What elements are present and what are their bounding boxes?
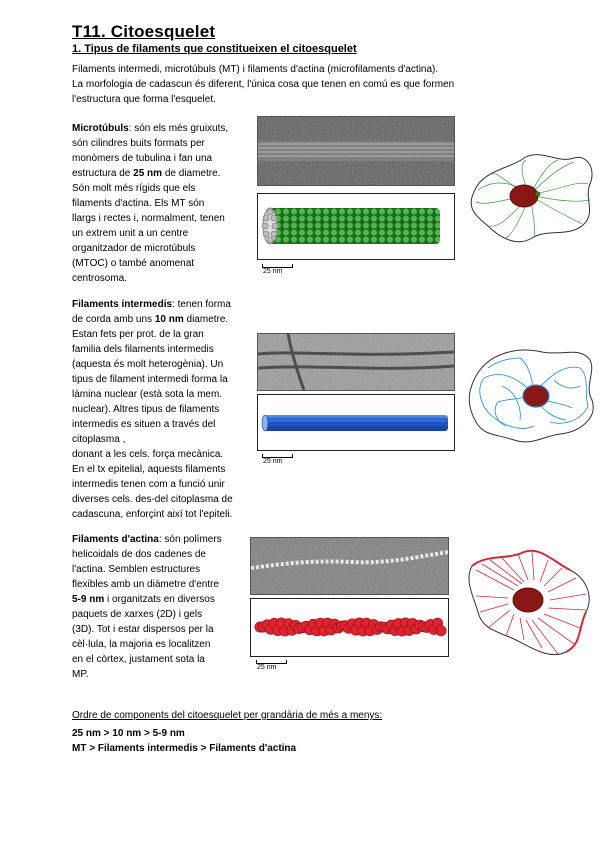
section-subtitle: 1. Tipus de filaments que constitueixen el citoesquelet bbox=[72, 43, 357, 55]
intro-line: La morfologia de cadascun és diferent, l'única cosa que tenen en comú es que formen bbox=[72, 79, 455, 90]
intermediate-filament-model bbox=[257, 394, 455, 451]
actin-cell-diagram bbox=[462, 540, 598, 671]
actin-term: Filaments d'actina bbox=[72, 534, 159, 545]
microtubules-text: Microtúbuls: són els més gruixuts, són cilindres buits formats per monòmers de tubulina i fan una estructura de 25 nm de diametre. Són molt més rígids que els filaments d'actina. Els MT són llargs i rectes i, normalment, tenen un extrem unit a un centre organitzador de microtúbuls (MTOC) o també anomenat centrosoma. bbox=[72, 123, 229, 284]
microtubules-term: Microtúbuls bbox=[72, 123, 129, 134]
microtubule-model bbox=[257, 193, 455, 260]
intro-paragraph bbox=[72, 62, 532, 107]
scale-label: 25 nm bbox=[263, 268, 283, 275]
intermediate-filaments-text: Filaments intermedis: tenen forma de corda amb uns 10 nm diametre. Estan fets per prot. de la gran familia dels filaments intermedis (aquesta és molt heterogènia). Un tipus de filament intermedi forma la làmina nuclear (està sota la mem. nuclear). Altres tipus de filaments intermedis es situen a través del citoplasma , donant a les cels. força mecànica. En el tx epitelial, aquests filaments intermedis tenen com a funció unir diverses cels. des-del citoplasma de cadascuna, enforçint així tot l'epiteli. bbox=[72, 299, 233, 520]
page-title: T11. Citoesquelet bbox=[72, 22, 216, 41]
order-heading: Ordre de components del citoesquelet per grandària de més a menys: bbox=[72, 710, 383, 721]
order-names: MT > Filaments intermedis > Filaments d'actina bbox=[72, 743, 297, 754]
order-sizes: 25 nm > 10 nm > 5-9 nm bbox=[72, 728, 185, 739]
intermediate-filament-micrograph bbox=[257, 333, 455, 391]
intermediate-cell-diagram bbox=[462, 336, 598, 453]
microtubule-diameter: 25 nm bbox=[133, 168, 163, 179]
scale-label: 25 nm bbox=[257, 664, 277, 671]
intermediate-diameter: 10 nm bbox=[154, 314, 184, 325]
actin-micrograph bbox=[250, 537, 449, 595]
intro-line: Filaments intermedi, microtúbuls (MT) i filaments d'actina (microfilaments d'actina). bbox=[72, 64, 439, 75]
microtubule-micrograph bbox=[257, 116, 455, 186]
actin-filaments-text: Filaments d'actina: són polímers helicoidals de dos cadenes de l'actina. Semblen estructures flexibles amb un diàmetre d'entre 5-9 nm i organitzats en diversos paquets de xarxes (2D) i gels (3D). Tot i estar dispersos per la cèl·lula, la majoria es localitzen en el còrtex, justament sota la MP. bbox=[72, 534, 222, 680]
scale-label: 25 nm bbox=[263, 458, 283, 465]
actin-monomer bbox=[436, 626, 446, 636]
intermediate-term: Filaments intermedis bbox=[72, 299, 173, 310]
actin-diameter: 5-9 nm bbox=[72, 594, 105, 605]
intro-line: l'estructura que forma l'esquelet. bbox=[72, 94, 216, 105]
microtubule-cell-diagram bbox=[462, 140, 598, 255]
actin-model bbox=[250, 598, 449, 657]
